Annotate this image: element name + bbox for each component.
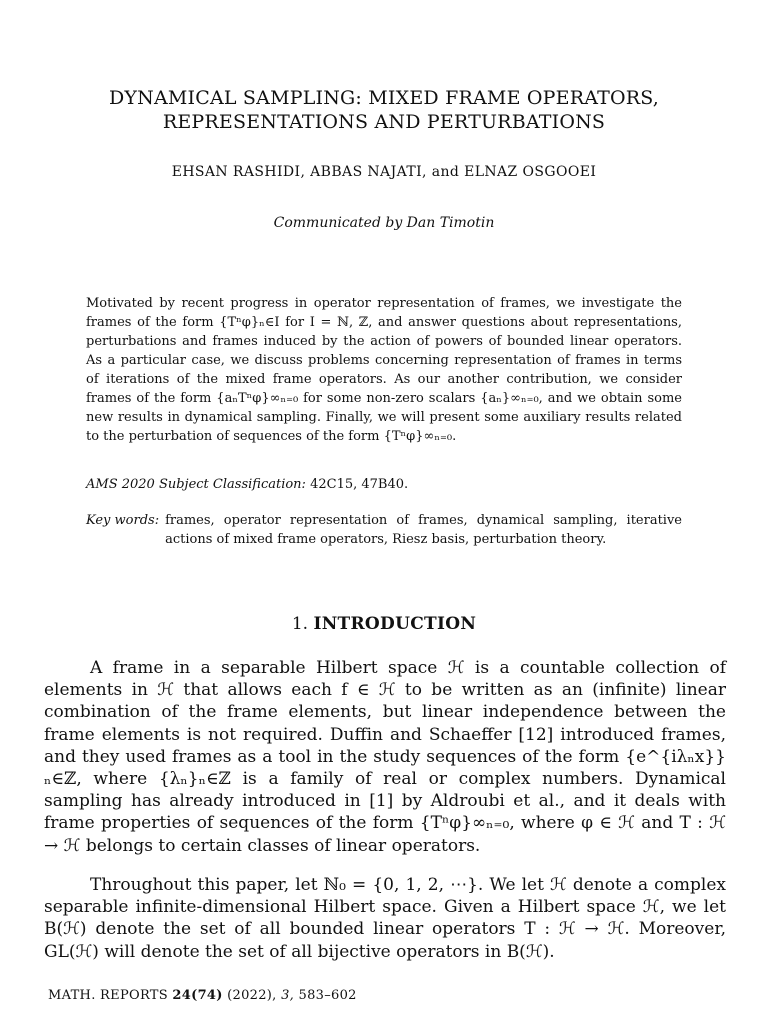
section-number: 1. (291, 614, 309, 634)
ams-value: 42C15, 47B40. (310, 477, 409, 492)
keywords (86, 511, 682, 549)
footer-issue: 3, (281, 988, 295, 1003)
keywords-label: Key words: (86, 513, 160, 528)
paragraph-2: Throughout this paper, let ℕ₀ = {0, 1, 2, ⋯}. We let ℋ denote a complex separable infinite-dimensional Hilbert space. Given a Hilbert space ℋ, we let B(ℋ) denote the set of all bounded linear operators T : ℋ → ℋ. Moreover, GL(ℋ) will denote the set of all bijective operators in B(ℋ). (44, 875, 726, 962)
title-line-1: DYNAMICAL SAMPLING: MIXED FRAME OPERATORS, (108, 87, 660, 109)
footer-year: (2022), (227, 988, 277, 1003)
footer-volume: 24(74) (172, 988, 223, 1003)
paper-title (40, 86, 728, 134)
footer-pages: 583–602 (298, 988, 357, 1003)
journal-footer (48, 988, 357, 1003)
abstract: Motivated by recent progress in operator representation of frames, we investigate the frames of the form {Tⁿφ}ₙ∈I for I = ℕ, ℤ, and answer questions about representations, perturbations and frames induced by the action of powers of bounded linear operators. As a particular case, we discuss problems concerning representation of frames in terms of iterations of the mixed frame operators. As our another contribution, we consider frames of the form {aₙTⁿφ}∞ₙ₌₀ for some non-zero scalars {aₙ}∞ₙ₌₀, and we obtain some new results in dynamical sampling. Finally, we will present some auxiliary results related to the perturbation of sequences of the form {Tⁿφ}∞ₙ₌₀. (86, 296, 682, 444)
keywords-value: frames, operator representation of frames, dynamical sampling, iterative actions of mixed frame operators, Riesz basis, perturbation theory. (165, 513, 682, 547)
footer-journal: MATH. REPORTS (48, 988, 168, 1003)
paragraph-1: A frame in a separable Hilbert space ℋ is a countable collection of elements in ℋ that allows each f ∈ ℋ to be written as an (infinite) linear combination of the frame elements, but linear independence between the frame elements is not required. Duffin and Schaeffer [12] introduced frames, and they used frames as a tool in the study sequences of the form {e^{iλₙx}}ₙ∈ℤ, where {λₙ}ₙ∈ℤ is a family of real or complex numbers. Dynamical sampling has already introduced in [1] by Aldroubi et al., and it deals with frame properties of sequences of the form {Tⁿφ}∞ₙ₌₀, where φ ∈ ℋ and T : ℋ → ℋ belongs to certain classes of linear operators. (44, 658, 726, 856)
section-title: INTRODUCTION (313, 614, 477, 634)
ams-classification (86, 477, 682, 492)
authors: EHSAN RASHIDI, ABBAS NAJATI, and ELNAZ OSGOOEI (171, 164, 597, 180)
communicated-by: Communicated by Dan Timotin (273, 215, 495, 231)
ams-label: AMS 2020 Subject Classification: (86, 477, 306, 492)
section-heading (40, 614, 728, 634)
title-line-2: REPRESENTATIONS AND PERTURBATIONS (162, 111, 606, 133)
